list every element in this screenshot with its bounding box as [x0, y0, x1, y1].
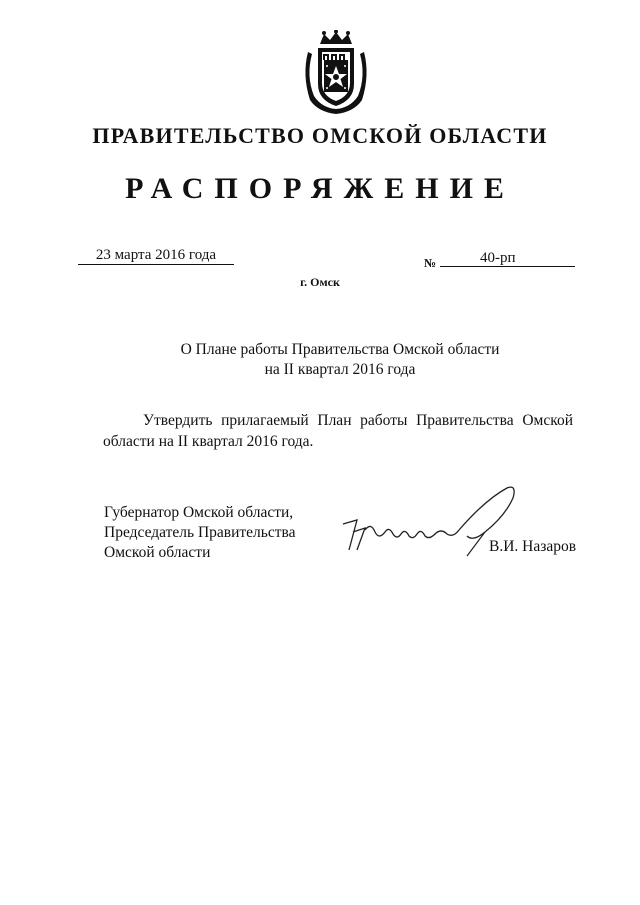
signatory-title-line-1: Губернатор Омской области,	[104, 504, 294, 521]
document-number: 40-рп	[440, 250, 575, 267]
signatory-title-line-2: Председатель Правительства	[104, 524, 296, 541]
body-paragraph: Утвердить прилагаемый План работы Правительства Омской области на II квартал 2016 года.	[103, 412, 573, 450]
issue-city: г. Омск	[300, 275, 340, 289]
signatory-name: В.И. Назаров	[489, 538, 577, 555]
signatory-title-line-3: Омской области	[104, 544, 211, 561]
document-date: 23 марта 2016 года	[78, 246, 234, 265]
subject-line-2: на II квартал 2016 года	[264, 361, 416, 378]
coat-of-arms-icon	[300, 30, 372, 116]
document-type-title: РАСПОРЯЖЕНИЕ	[125, 172, 515, 205]
document-subject	[0, 340, 640, 380]
subject-line-1: О Плане работы Правительства Омской области	[180, 341, 500, 358]
signatory-title	[104, 503, 296, 563]
number-label: №	[424, 256, 437, 270]
organization-title: ПРАВИТЕЛЬСТВО ОМСКОЙ ОБЛАСТИ	[92, 123, 548, 148]
